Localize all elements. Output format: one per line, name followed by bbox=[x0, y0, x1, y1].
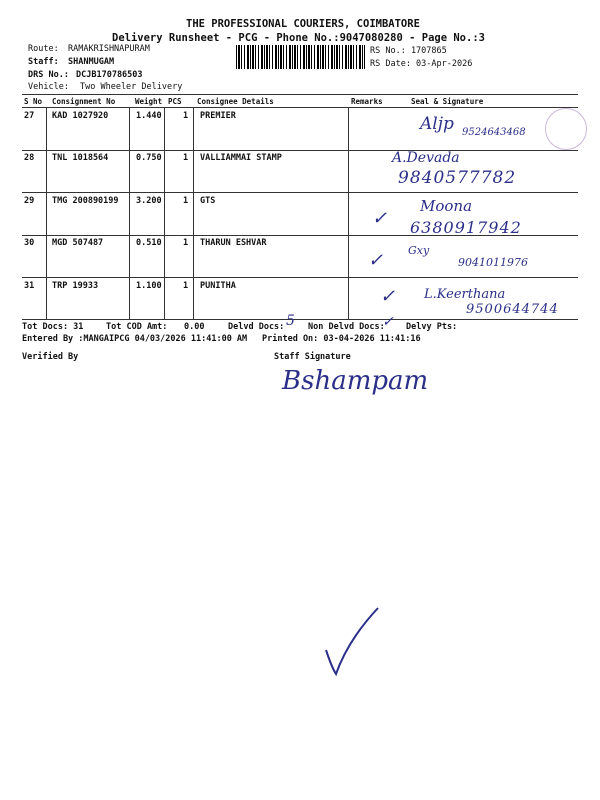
row-consignee: THARUN ESHVAR bbox=[200, 238, 267, 248]
runsheet-subtitle: Delivery Runsheet - PCG - Phone No.:9047080280 - Page No.:3 bbox=[112, 32, 485, 44]
row-divider bbox=[22, 150, 578, 151]
handwritten-name: L.Keerthana bbox=[424, 287, 506, 302]
tick-mark: ✓ bbox=[372, 208, 388, 229]
verified-by-label: Verified By bbox=[22, 352, 79, 362]
row-consignee: VALLIAMMAI STAMP bbox=[200, 153, 282, 163]
drs-label: DRS No.: bbox=[28, 70, 69, 80]
col-sno: S No bbox=[24, 97, 43, 106]
row-weight: 3.200 bbox=[136, 196, 162, 206]
row-divider bbox=[22, 277, 578, 278]
row-pcs: 1 bbox=[183, 238, 189, 248]
rs-date: RS Date: 03-Apr-2026 bbox=[370, 59, 473, 69]
row-pcs: 1 bbox=[183, 153, 189, 163]
row-consignment: KAD 1027920 bbox=[52, 111, 109, 121]
row-pcs: 1 bbox=[183, 196, 189, 206]
col-consignee: Consignee Details bbox=[197, 97, 274, 106]
row-pcs: 1 bbox=[183, 281, 189, 291]
rs-number: RS No.: 1707865 bbox=[370, 46, 447, 56]
col-seal-signature: Seal & Signature bbox=[411, 97, 484, 106]
row-consignment: TMG 200890199 bbox=[52, 196, 119, 206]
table-top-rule bbox=[22, 94, 578, 95]
vehicle-label: Vehicle: bbox=[28, 82, 69, 92]
row-consignee: PUNITHA bbox=[200, 281, 236, 291]
entered-by: Entered By :MANGAIPCG 04/03/2026 11:41:00 AM bbox=[22, 334, 248, 344]
col-consignment: Consignment No bbox=[52, 97, 116, 106]
col-sep bbox=[193, 107, 194, 319]
row-sno: 30 bbox=[24, 238, 35, 248]
row-weight: 0.510 bbox=[136, 238, 162, 248]
col-sep bbox=[129, 107, 130, 319]
route-label: Route: bbox=[28, 44, 59, 54]
company-title: THE PROFESSIONAL COURIERS, COIMBATORE bbox=[186, 18, 420, 30]
col-sep bbox=[46, 107, 47, 319]
row-pcs: 1 bbox=[183, 111, 189, 121]
total-docs: Tot Docs: 31 bbox=[22, 322, 84, 332]
row-consignee: GTS bbox=[200, 196, 216, 206]
handwritten-phone: 9524643468 bbox=[462, 127, 526, 138]
col-sep bbox=[164, 107, 165, 319]
staff-handwritten-signature: Bshampam bbox=[282, 366, 429, 396]
vehicle-value: Two Wheeler Delivery bbox=[80, 82, 183, 92]
col-sep bbox=[348, 107, 349, 319]
col-remarks: Remarks bbox=[351, 97, 383, 106]
barcode bbox=[236, 45, 365, 69]
row-consignment: TNL 1018564 bbox=[52, 153, 109, 163]
delivery-points-label: Delvy Pts: bbox=[406, 322, 458, 332]
row-sno: 29 bbox=[24, 196, 35, 206]
non-delivered-docs-label: Non Delvd Docs: bbox=[308, 322, 385, 332]
total-cod-label: Tot COD Amt: bbox=[106, 322, 168, 332]
delivered-docs-label: Delvd Docs: bbox=[228, 322, 285, 332]
handwritten-phone: 6380917942 bbox=[410, 218, 522, 237]
handwritten-signature: Gxy bbox=[408, 244, 430, 257]
col-pcs: PCS bbox=[168, 97, 182, 106]
tick-mark: ✓ bbox=[382, 314, 394, 330]
staff-value: SHANMUGAM bbox=[68, 57, 115, 67]
handwritten-delivered-count: 5 bbox=[286, 313, 295, 329]
staff-label: Staff: bbox=[28, 57, 59, 67]
table-bottom-rule bbox=[22, 319, 578, 320]
handwritten-name: A.Devada bbox=[392, 150, 460, 166]
company-seal-stamp bbox=[545, 108, 587, 150]
row-sno: 27 bbox=[24, 111, 35, 121]
handwritten-signature: Aljp bbox=[420, 114, 454, 134]
handwritten-phone: 9500644744 bbox=[466, 302, 559, 317]
row-sno: 28 bbox=[24, 153, 35, 163]
col-weight: Weight bbox=[135, 97, 163, 106]
total-cod-value: 0.00 bbox=[184, 322, 205, 332]
handwritten-name: Moona bbox=[420, 197, 473, 215]
table-header-rule bbox=[22, 107, 578, 108]
tick-mark: ✓ bbox=[368, 250, 384, 271]
row-weight: 1.100 bbox=[136, 281, 162, 291]
row-consignment: MGD 507487 bbox=[52, 238, 104, 248]
route-value: RAMAKRISHNAPURAM bbox=[68, 44, 150, 54]
handwritten-phone: 9041011976 bbox=[458, 256, 528, 269]
handwritten-phone: 9840577782 bbox=[398, 168, 517, 188]
drs-value: DCJB170786503 bbox=[76, 70, 143, 80]
row-sno: 31 bbox=[24, 281, 35, 291]
row-consignee: PREMIER bbox=[200, 111, 236, 121]
row-divider bbox=[22, 192, 578, 193]
large-check-mark bbox=[318, 600, 388, 680]
row-weight: 0.750 bbox=[136, 153, 162, 163]
row-consignment: TRP 19933 bbox=[52, 281, 99, 291]
tick-mark: ✓ bbox=[380, 286, 396, 307]
row-weight: 1.440 bbox=[136, 111, 162, 121]
staff-signature-label: Staff Signature bbox=[274, 352, 351, 362]
printed-on: Printed On: 03-04-2026 11:41:16 bbox=[262, 334, 421, 344]
